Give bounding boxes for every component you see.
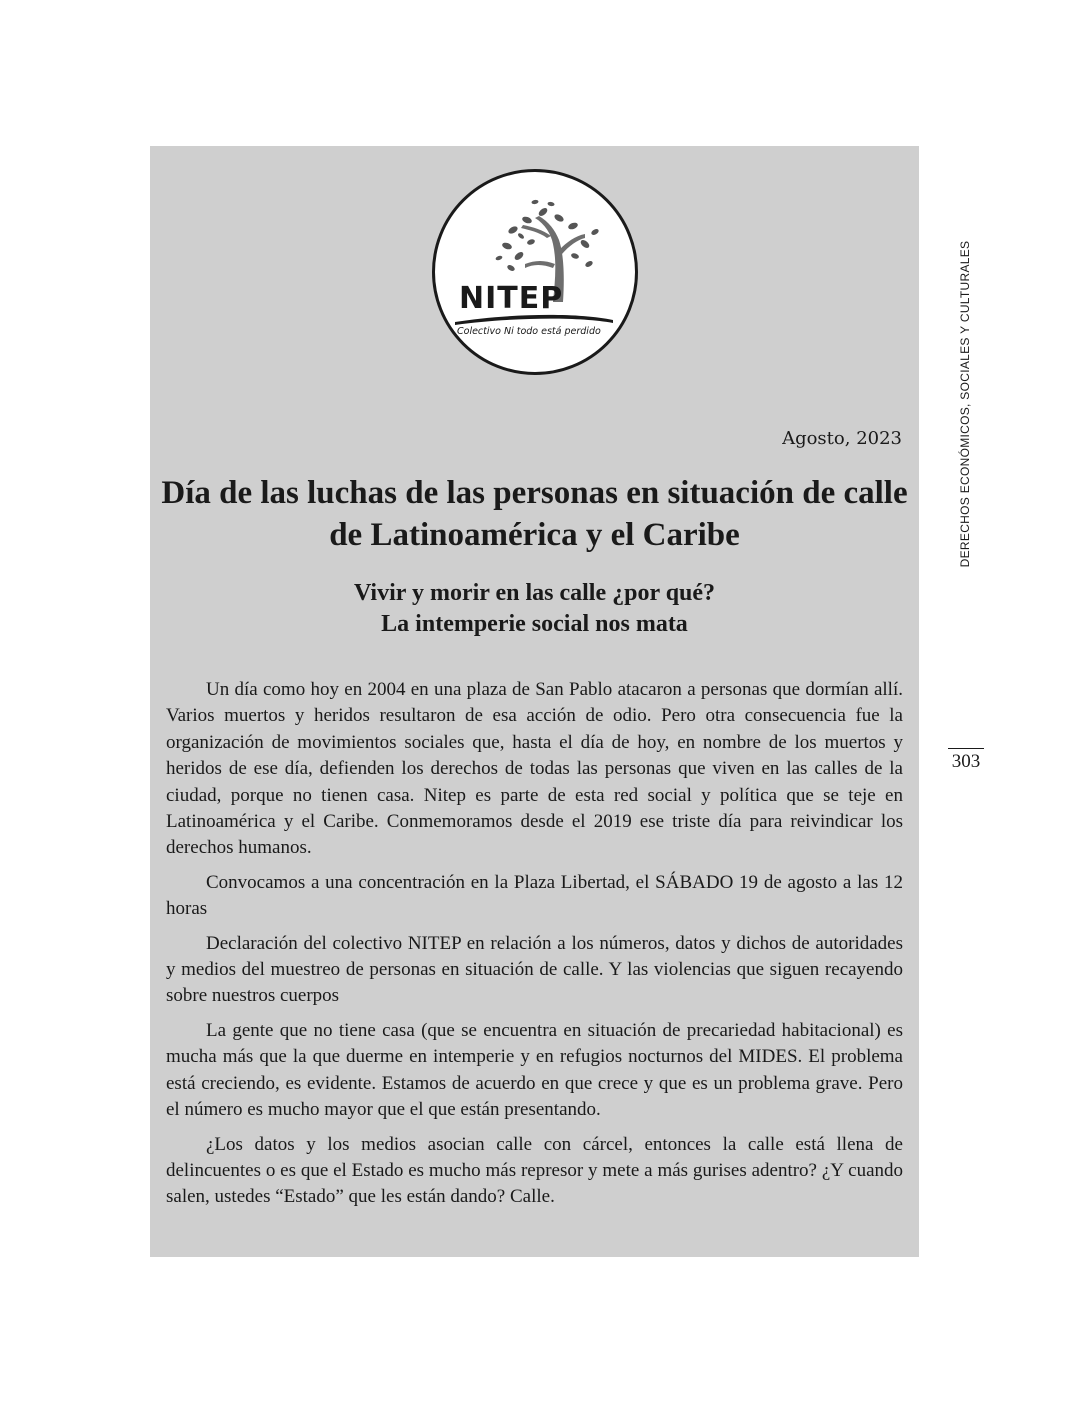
paragraph: Convocamos a una concentración en la Plaza Libertad, el SÁBADO 19 de agosto a las 12 horas xyxy=(166,871,903,920)
paragraph: Declaración del colectivo NITEP en relación a los números, datos y dichos de autoridades y medios del muestreo de personas en situación de calle. Y las violencias que siguen recayendo sobre nuestros cuerpos xyxy=(166,932,903,1007)
subtitle-line-1: Vivir y morir en las calle ¿por qué? xyxy=(353,580,716,606)
paragraph: ¿Los datos y los medios asocian calle con cárcel, entonces la calle está llena de delincuentes o es que el Estado es mucho más represor y mete a más gurises adentro? ¿Y cuando salen, ustedes “Estado” que les están dando? Calle. xyxy=(166,1133,903,1208)
body-text xyxy=(166,677,903,1219)
page-number: 303 xyxy=(951,751,981,772)
document-subtitle xyxy=(150,578,919,640)
logo-brand: NITEP xyxy=(459,281,564,316)
document-title xyxy=(150,472,919,556)
paragraph: Un día como hoy en 2004 en una plaza de San Pablo atacaron a personas que dormían allí. Varios muertos y heridos resultaron de esa acción de odio. Pero otra consecuencia fue la organización de movimientos sociales que, hasta el día de hoy, en nombre de los muertos y heridos de ese día, defienden los derechos de todas las personas que viven en las calles de la ciudad, porque no tienen casa. Nitep es parte de esta red social y política que se teje en Latinoamérica y el Caribe. Conmemoramos desde el 2019 ese triste día para reivindicar los derechos humanos. xyxy=(166,679,903,859)
paragraph: La gente que no tiene casa (que se encuentra en situación de precariedad habitacional) es mucha más que la que duerme en intemperie y en refugios nocturnos del MIDES. El problema está creciendo, es evidente. Estamos de acuerdo en que crece y que es un problema grave. Pero el número es mucho mayor que el que están presentando. xyxy=(166,1019,903,1121)
subtitle-line-2: La intemperie social nos mata xyxy=(381,611,688,637)
tree-icon xyxy=(435,172,635,372)
nitep-logo xyxy=(432,169,638,375)
title-line-1: Día de las luchas de las personas en situación de calle xyxy=(161,475,908,511)
document-date: Agosto, 2023 xyxy=(782,428,902,449)
logo-tagline: Colectivo Ni todo está perdido xyxy=(457,326,601,337)
page-number-rule xyxy=(948,748,984,749)
section-side-label: DERECHOS ECONÓMICOS, SOCIALES Y CULTURALES xyxy=(958,240,972,568)
title-line-2: de Latinoamérica y el Caribe xyxy=(329,517,740,553)
